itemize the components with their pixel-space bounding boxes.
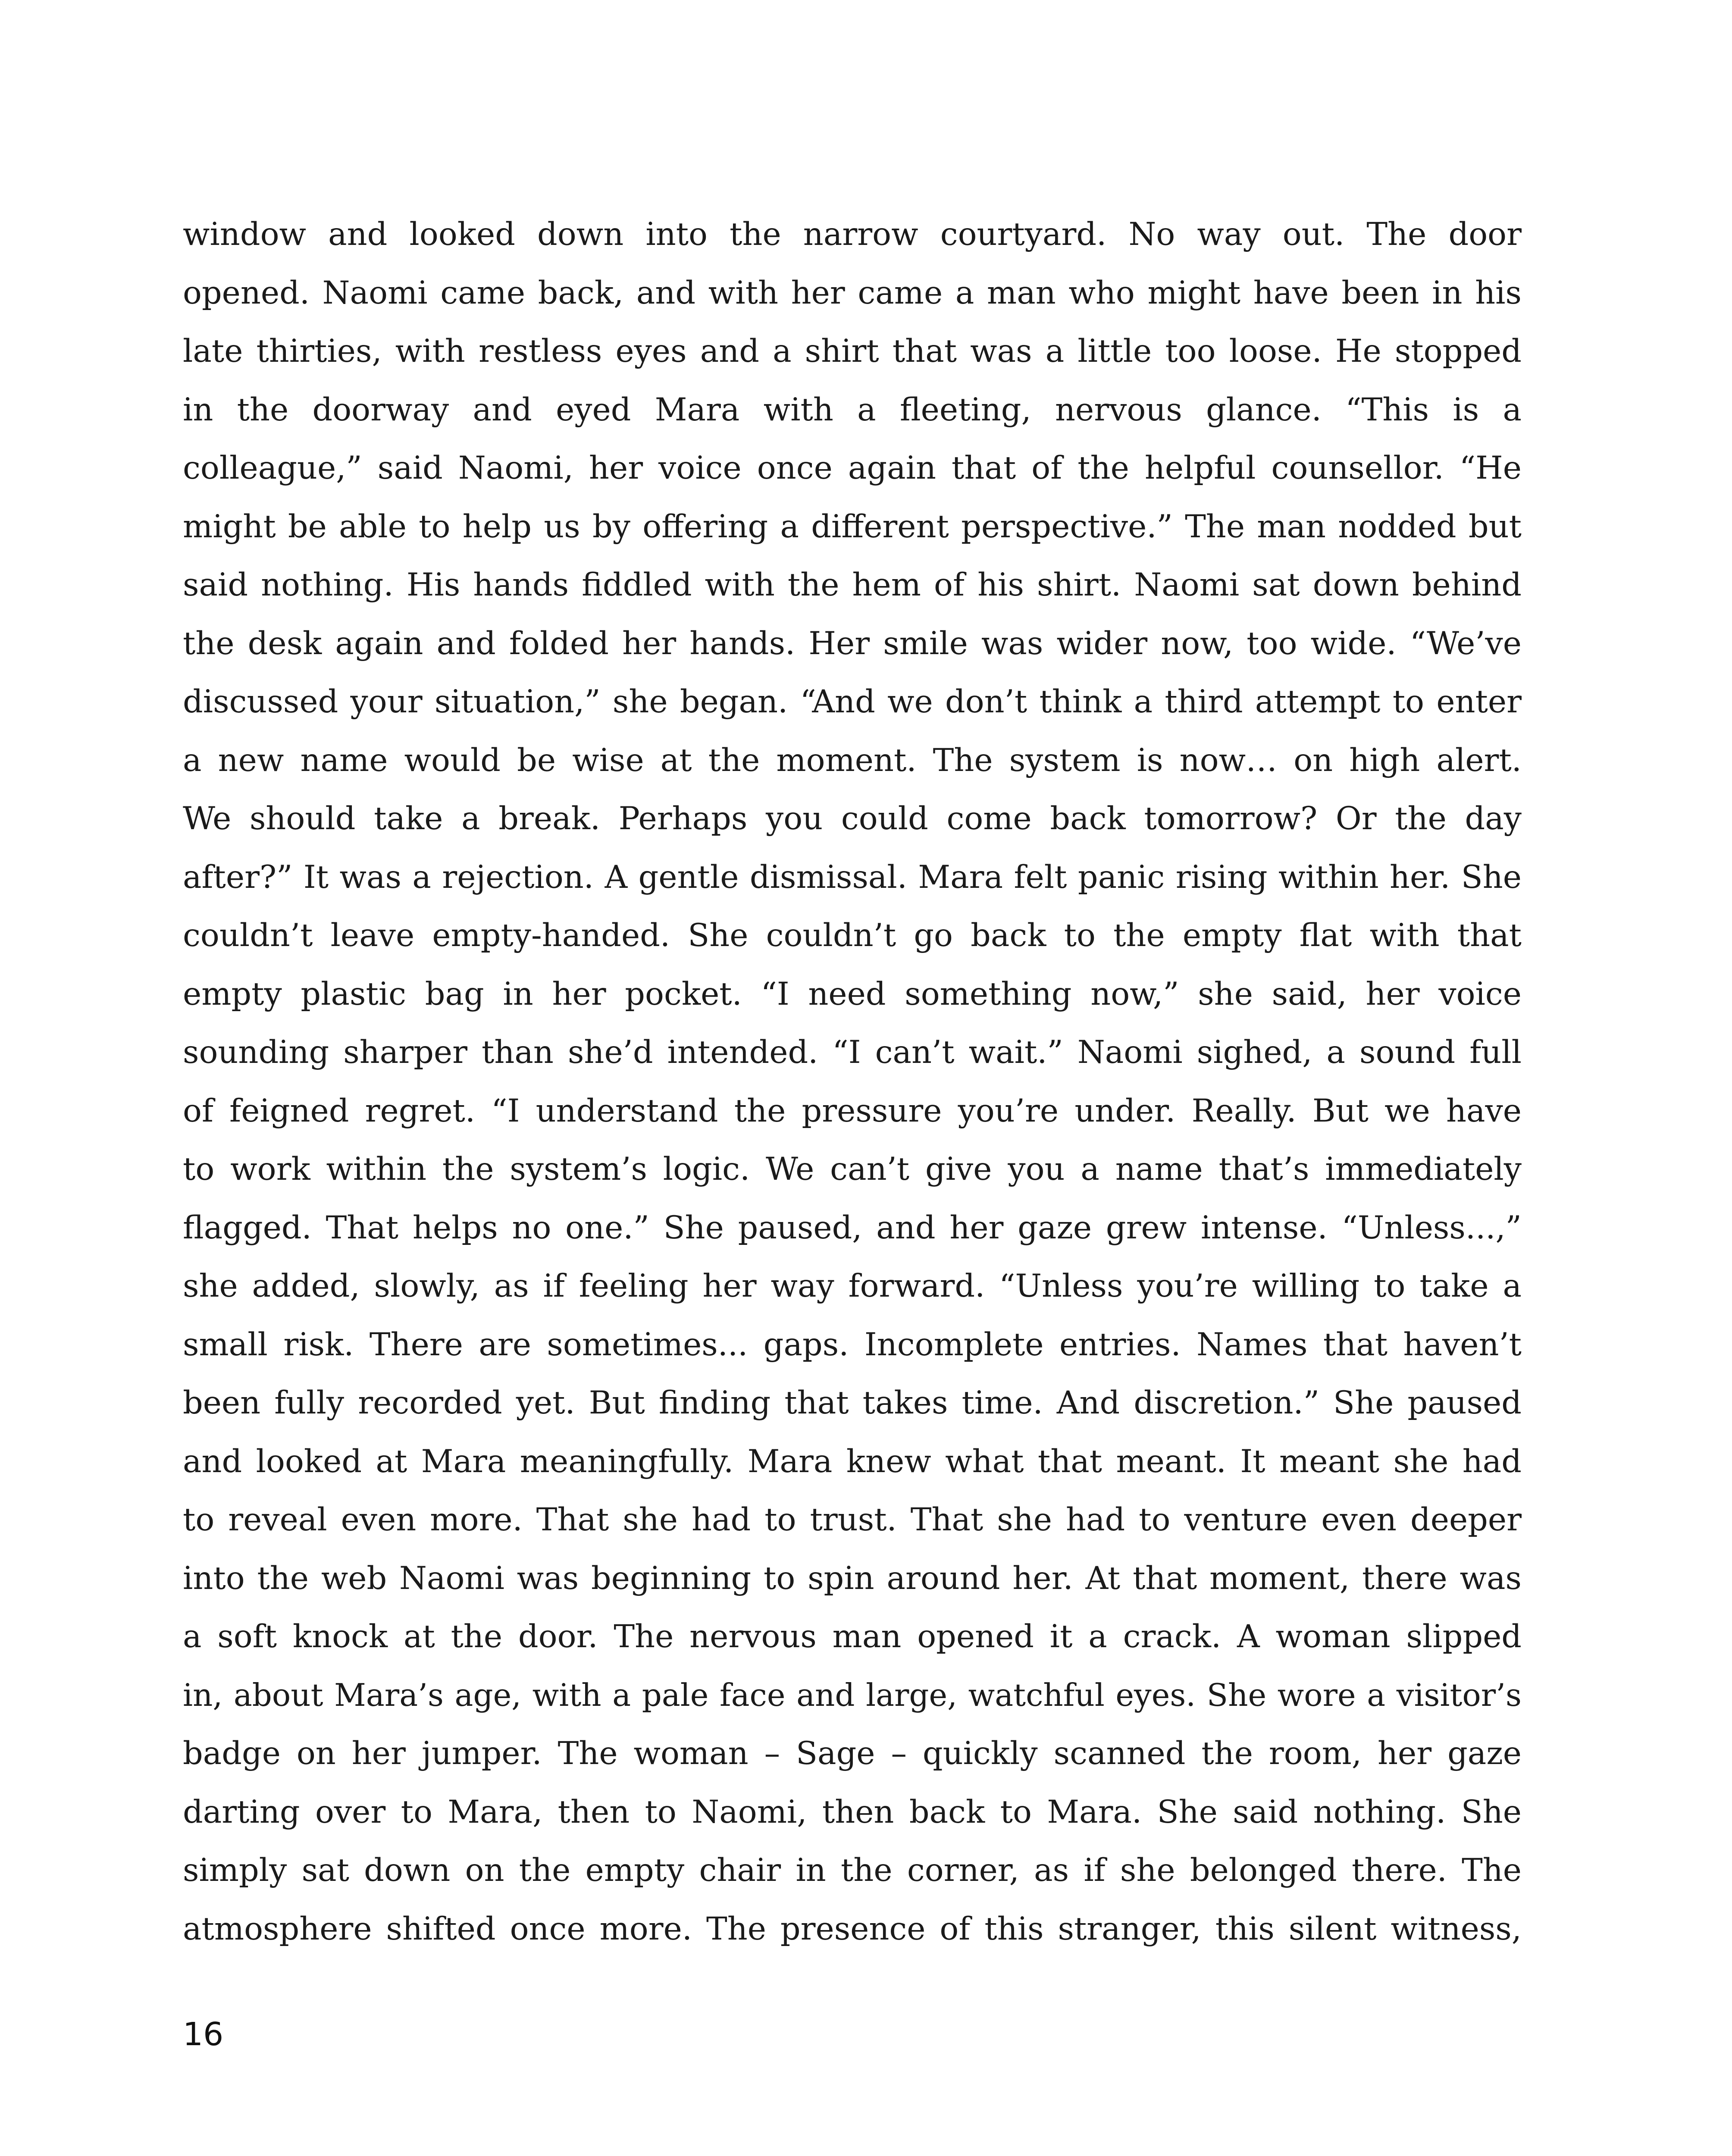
text-line: atmosphere shifted once more. The presence of this stranger, this silent witness, xyxy=(183,1910,1522,1947)
text-line: opened. Naomi came back, and with her came a man who might have been in his xyxy=(183,274,1522,311)
text-line: in the doorway and eyed Mara with a fleeting, nervous glance. “This is a xyxy=(183,391,1522,428)
body-text xyxy=(183,205,1522,1958)
text-line: couldn’t leave empty-handed. She couldn’t go back to the empty flat with that xyxy=(183,917,1522,954)
text-line: said nothing. His hands fiddled with the hem of his shirt. Naomi sat down behind xyxy=(183,567,1522,603)
text-line: of feigned regret. “I understand the pressure you’re under. Really. But we have xyxy=(183,1092,1522,1129)
text-line: to reveal even more. That she had to trust. That she had to venture even deeper xyxy=(183,1501,1522,1538)
text-line: might be able to help us by offering a different perspective.” The man nodded but xyxy=(183,508,1522,545)
text-line: late thirties, with restless eyes and a shirt that was a little too loose. He stopped xyxy=(183,333,1522,370)
text-line: to work within the system’s logic. We can’t give you a name that’s immediately xyxy=(183,1151,1522,1188)
text-line: a soft knock at the door. The nervous man opened it a crack. A woman slipped xyxy=(183,1618,1522,1655)
page-number: 16 xyxy=(183,2016,224,2053)
text-line: been fully recorded yet. But finding that takes time. And discretion.” She paused xyxy=(183,1385,1522,1421)
text-line: the desk again and folded her hands. Her smile was wider now, too wide. “We’ve xyxy=(183,625,1522,662)
text-line: a new name would be wise at the moment. The system is now… on high alert. xyxy=(183,742,1522,779)
text-line: We should take a break. Perhaps you could come back tomorrow? Or the day xyxy=(183,800,1522,837)
text-line: into the web Naomi was beginning to spin around her. At that moment, there was xyxy=(183,1560,1522,1597)
text-line: empty plastic bag in her pocket. “I need something now,” she said, her voice xyxy=(183,975,1522,1012)
text-line: badge on her jumper. The woman – Sage – quickly scanned the room, her gaze xyxy=(183,1735,1522,1772)
text-line: simply sat down on the empty chair in the corner, as if she belonged there. The xyxy=(183,1852,1522,1889)
text-line: discussed your situation,” she began. “And we don’t think a third attempt to enter xyxy=(183,683,1522,720)
text-line: in, about Mara’s age, with a pale face and large, watchful eyes. She wore a visitor’s xyxy=(183,1677,1522,1713)
text-line: small risk. There are sometimes... gaps. Incomplete entries. Names that haven’t xyxy=(183,1326,1522,1363)
text-line: she added, slowly, as if feeling her way forward. “Unless you’re willing to take a xyxy=(183,1268,1522,1304)
text-line: sounding sharper than she’d intended. “I can’t wait.” Naomi sighed, a sound full xyxy=(183,1034,1522,1071)
text-line: darting over to Mara, then to Naomi, then back to Mara. She said nothing. She xyxy=(183,1793,1522,1830)
text-line: colleague,” said Naomi, her voice once again that of the helpful counsellor. “He xyxy=(183,450,1522,486)
text-line: after?” It was a rejection. A gentle dismissal. Mara felt panic rising within her. She xyxy=(183,859,1522,896)
text-line: window and looked down into the narrow courtyard. No way out. The door xyxy=(183,216,1522,253)
text-line: and looked at Mara meaningfully. Mara knew what that meant. It meant she had xyxy=(183,1443,1522,1480)
text-line: flagged. That helps no one.” She paused, and her gaze grew intense. “Unless...,” xyxy=(183,1209,1522,1246)
